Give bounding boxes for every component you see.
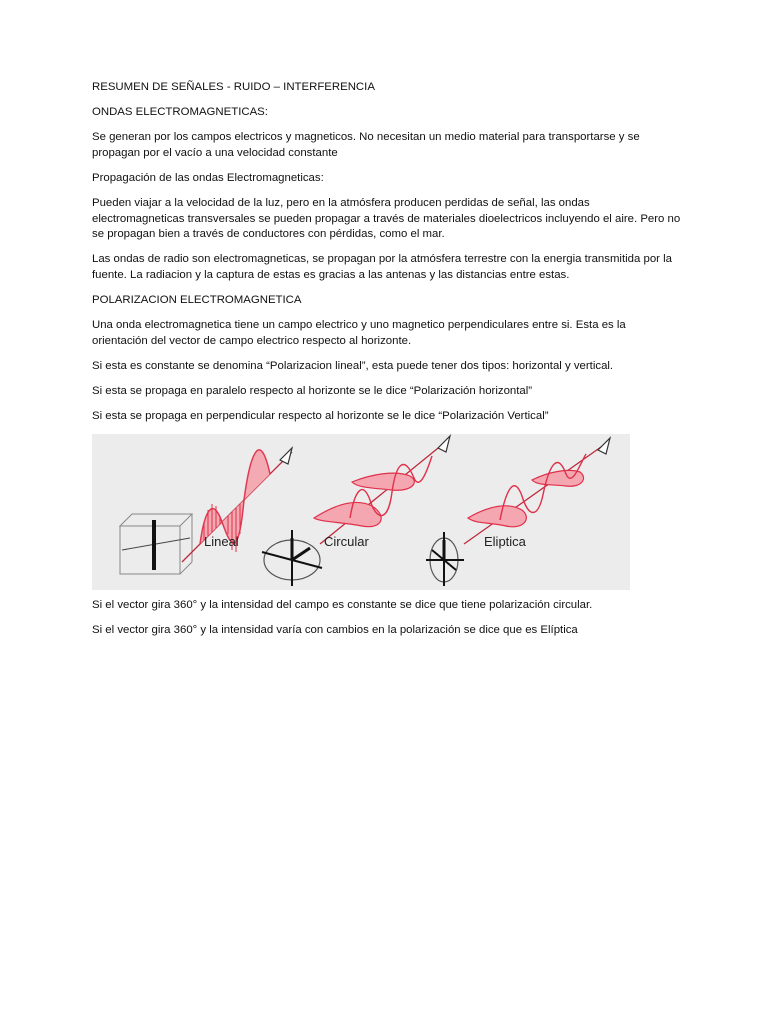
paragraph: Se generan por los campos electricos y magneticos. No necesitan un medio material para transportarse y se propagan por el vacío a una velocidad constante xyxy=(92,131,640,159)
paragraph: Una onda electromagnetica tiene un campo electrico y uno magnetico perpendiculares entre si. Esta es la orientación del vector de campo electrico respecto al horizonte. xyxy=(92,319,626,347)
document-title: RESUMEN DE SEÑALES - RUIDO – INTERFERENCIA xyxy=(92,81,375,93)
label-lineal: Lineal xyxy=(204,534,239,549)
label-circular: Circular xyxy=(324,534,369,549)
elliptical-polarization-diagram xyxy=(426,438,610,586)
paragraph: Si el vector gira 360° y la intensidad del campo es constante se dice que tiene polarización circular. xyxy=(92,599,593,611)
paragraph: Las ondas de radio son electromagneticas, se propagan por la atmósfera terrestre con la energia transmitida por la fuente. La radiacion y la captura de estas es gracias a las antenas y las distancias entre estas. xyxy=(92,253,672,281)
polarization-diagram xyxy=(92,434,630,590)
section-heading: Propagación de las ondas Electromagneticas: xyxy=(92,171,324,184)
paragraph: Si el vector gira 360° y la intensidad varía con cambios en la polarización se dice que es Elíptica xyxy=(92,624,578,637)
circular-polarization-diagram xyxy=(262,436,450,586)
paragraph: Pueden viajar a la velocidad de la luz, pero en la atmósfera producen perdidas de señal, las ondas electromagneticas transversales se pueden propagar a través de materiales dioelectricos incluyendo el aire. Pero no se propagan bien a través de conductores con pérdidas, como el mar. xyxy=(92,196,681,241)
section-heading: ONDAS ELECTROMAGNETICAS: xyxy=(92,106,268,119)
document-page xyxy=(92,80,682,648)
section-heading: POLARIZACION ELECTROMAGNETICA xyxy=(92,293,302,306)
paragraph: Si esta se propaga en paralelo respecto al horizonte se le dice “Polarización horizontal” xyxy=(92,384,533,397)
linear-polarization-diagram xyxy=(120,448,292,574)
polarization-figure xyxy=(92,434,630,590)
paragraph: Si esta se propaga en perpendicular respecto al horizonte se le dice “Polarización Vertical” xyxy=(92,409,549,422)
label-eliptica: Eliptica xyxy=(484,534,526,549)
paragraph: Si esta es constante se denomina “Polarizacion lineal”, esta puede tener dos tipos: horizontal y vertical. xyxy=(92,359,614,372)
